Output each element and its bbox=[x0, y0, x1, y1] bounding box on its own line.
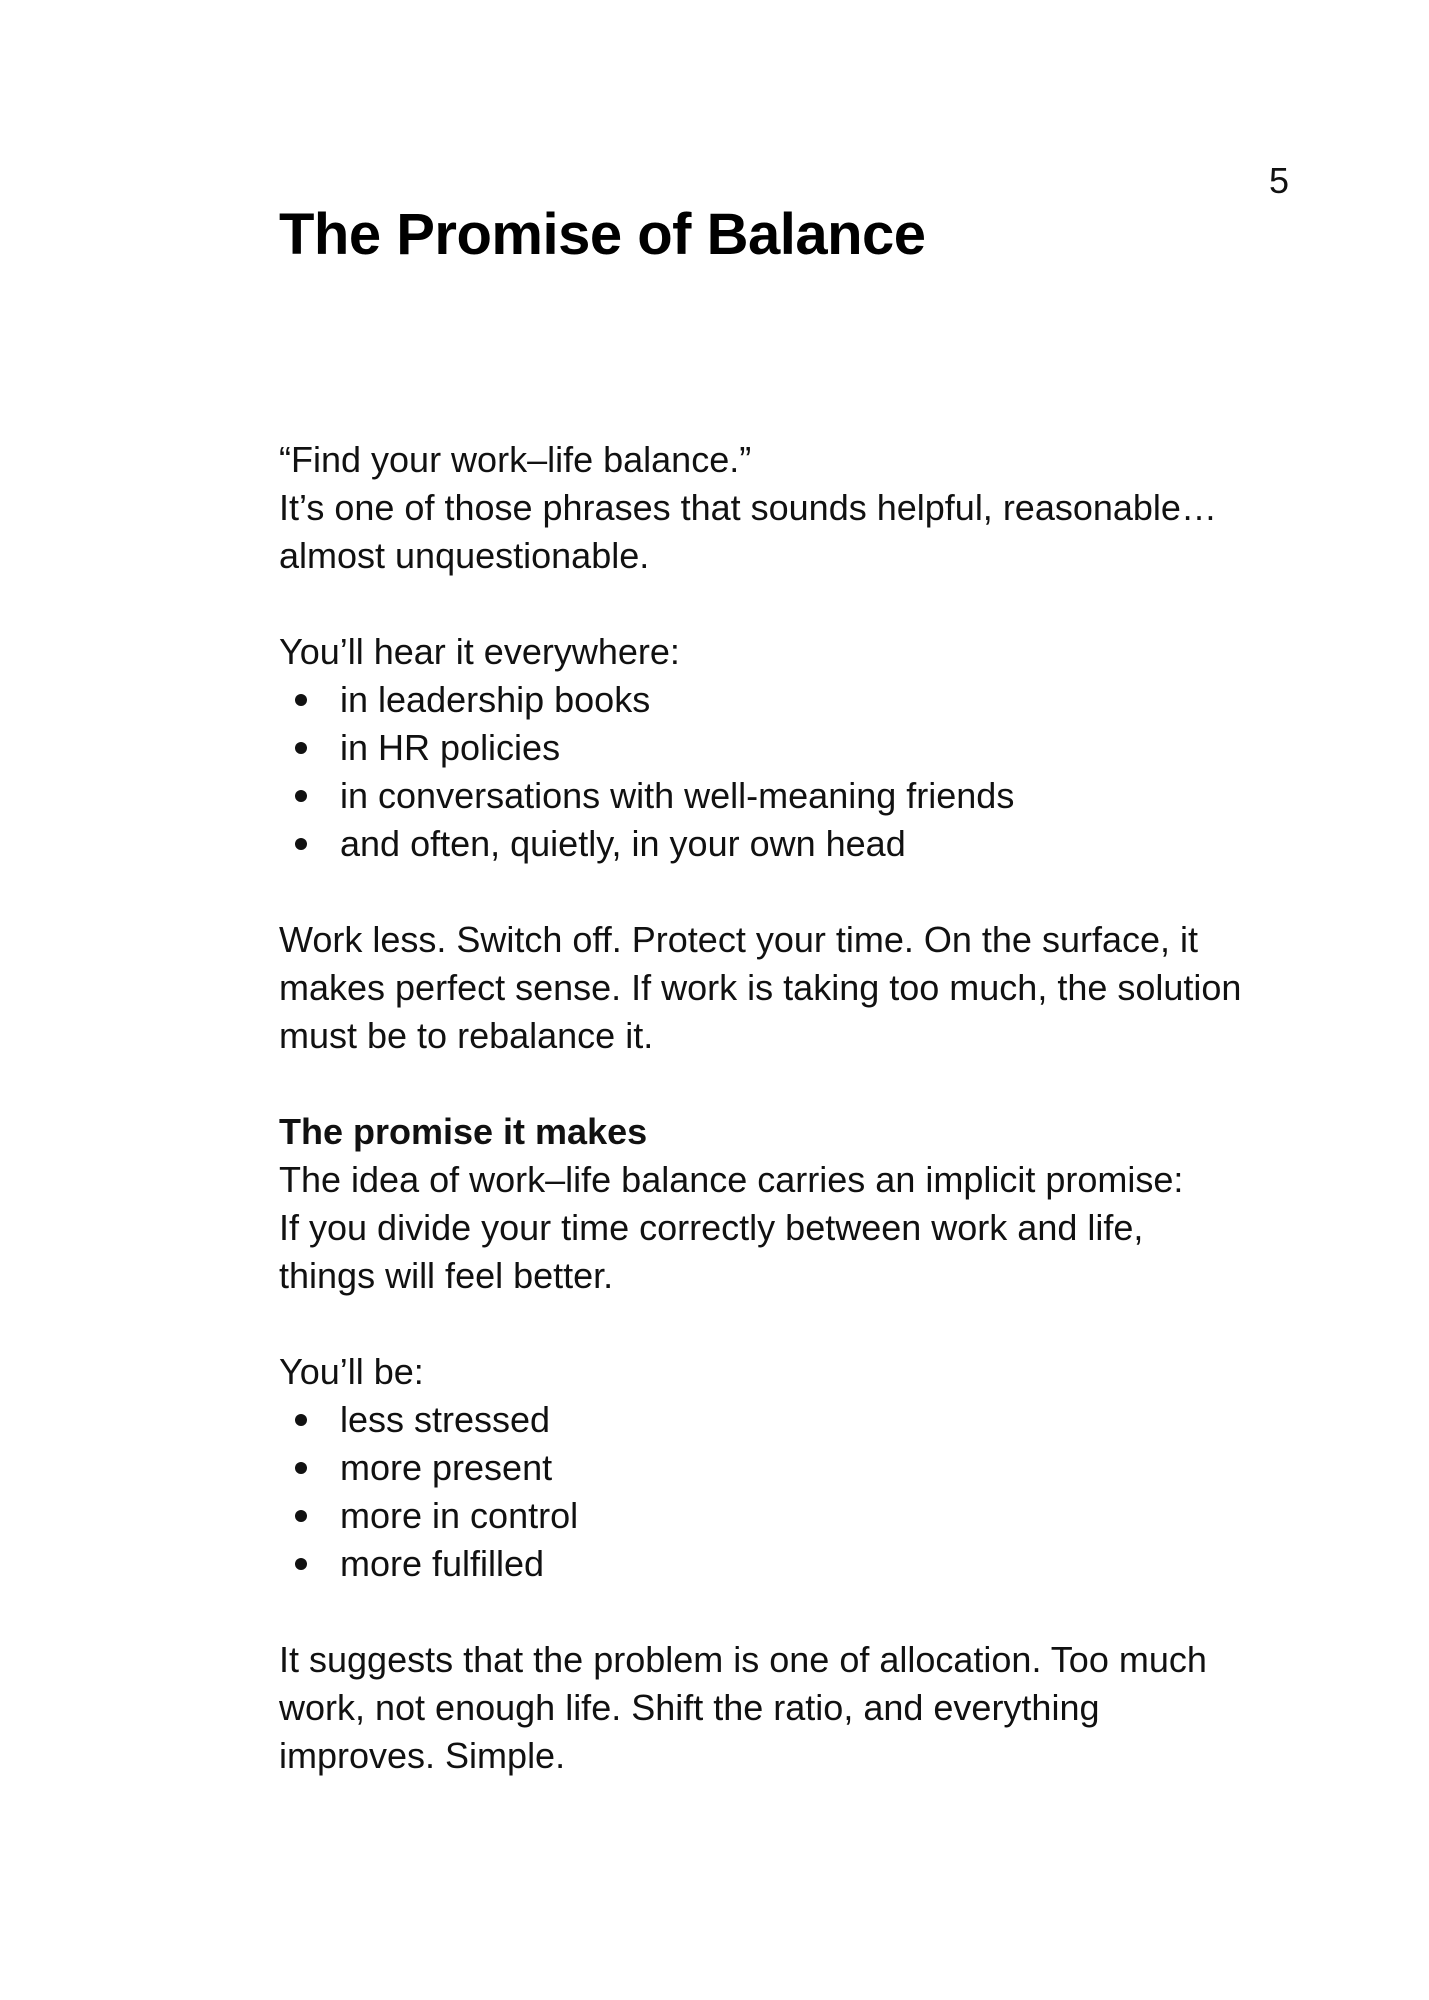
suggests-paragraph bbox=[279, 1636, 1319, 1780]
list-item-text: in conversations with well-meaning friends bbox=[340, 775, 1015, 816]
you-will-be-list bbox=[279, 1396, 1319, 1588]
paragraph-line: The idea of work–life balance carries an implicit promise: bbox=[279, 1159, 1184, 1200]
list-item bbox=[279, 1492, 1319, 1540]
paragraph-gap bbox=[279, 868, 1319, 916]
list-item-text: less stressed bbox=[340, 1399, 551, 1440]
paragraph-line: improves. Simple. bbox=[279, 1735, 566, 1776]
intro-line: It’s one of those phrases that sounds helpful, reasonable… bbox=[279, 487, 1217, 528]
intro-line: almost unquestionable. bbox=[279, 535, 650, 576]
paragraph-line: must be to rebalance it. bbox=[279, 1015, 654, 1056]
list-item bbox=[279, 1540, 1319, 1588]
list-item bbox=[279, 1444, 1319, 1492]
paragraph-gap bbox=[279, 1060, 1319, 1108]
paragraph-line: Work less. Switch off. Protect your time. On the surface, it bbox=[279, 919, 1199, 960]
body-text bbox=[279, 436, 1319, 1780]
work-less-paragraph bbox=[279, 916, 1319, 1060]
paragraph-line: It suggests that the problem is one of allocation. Too much bbox=[279, 1639, 1207, 1680]
list-item bbox=[279, 1396, 1319, 1444]
bullet-icon bbox=[295, 838, 307, 850]
intro-quote: “Find your work–life balance.” bbox=[279, 439, 752, 480]
list-item bbox=[279, 772, 1319, 820]
intro-paragraph bbox=[279, 436, 1319, 580]
list-item-text: in leadership books bbox=[340, 679, 651, 720]
bullet-icon bbox=[295, 790, 307, 802]
hear-it-lead: You’ll hear it everywhere: bbox=[279, 631, 680, 672]
paragraph-line: If you divide your time correctly between work and life, bbox=[279, 1207, 1144, 1248]
bullet-icon bbox=[295, 1558, 307, 1570]
page-number: 5 bbox=[1268, 160, 1289, 201]
list-item bbox=[279, 820, 1319, 868]
page-content bbox=[279, 200, 1319, 1780]
paragraph-gap bbox=[279, 580, 1319, 628]
section-subheading: The promise it makes bbox=[279, 1111, 648, 1152]
list-item-text: more present bbox=[340, 1447, 553, 1488]
paragraph-line: makes perfect sense. If work is taking too much, the solution bbox=[279, 967, 1242, 1008]
list-item-text: more fulfilled bbox=[340, 1543, 545, 1584]
paragraph-gap bbox=[279, 1588, 1319, 1636]
page-title: The Promise of Balance bbox=[279, 202, 926, 267]
list-item bbox=[279, 724, 1319, 772]
bullet-icon bbox=[295, 1510, 307, 1522]
list-item bbox=[279, 676, 1319, 724]
you-will-be-lead: You’ll be: bbox=[279, 1351, 424, 1392]
paragraph-line: things will feel better. bbox=[279, 1255, 614, 1296]
hear-it-list bbox=[279, 676, 1319, 868]
list-item-text: and often, quietly, in your own head bbox=[340, 823, 906, 864]
bullet-icon bbox=[295, 1414, 307, 1426]
promise-paragraph bbox=[279, 1108, 1319, 1300]
list-item-text: more in control bbox=[340, 1495, 579, 1536]
list-item-text: in HR policies bbox=[340, 727, 561, 768]
paragraph-gap bbox=[279, 1300, 1319, 1348]
paragraph-line: work, not enough life. Shift the ratio, and everything bbox=[279, 1687, 1100, 1728]
bullet-icon bbox=[295, 742, 307, 754]
bullet-icon bbox=[295, 694, 307, 706]
bullet-icon bbox=[295, 1462, 307, 1474]
